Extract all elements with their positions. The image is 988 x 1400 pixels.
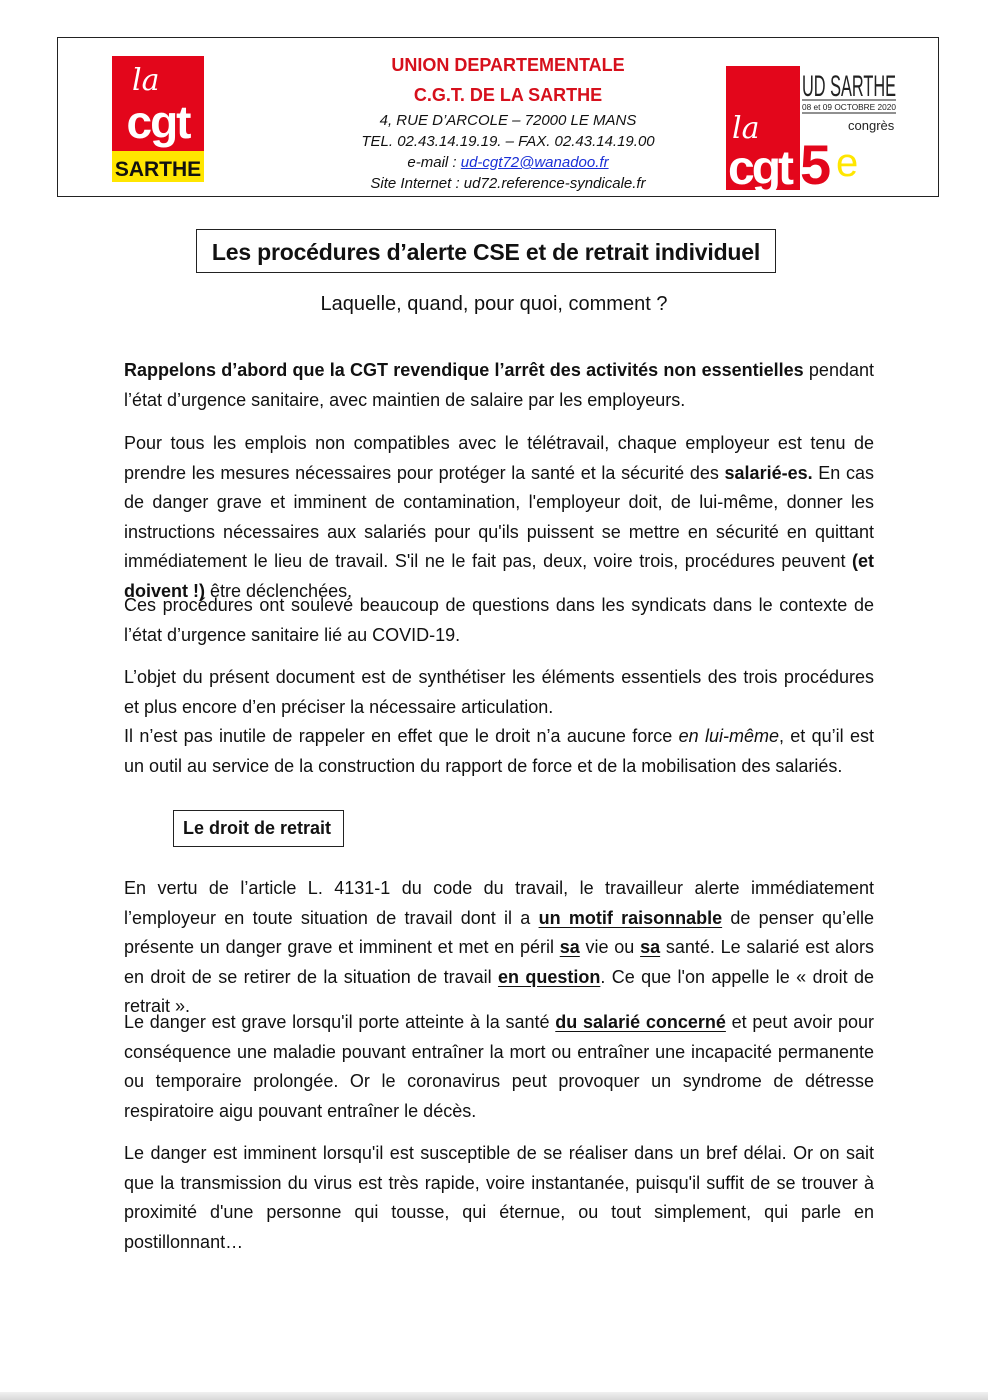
p4-italic: en lui-même (678, 726, 779, 746)
p6-text-c: et peut avoir pour conséquence une maladie pouvant entraîner la mort ou entraîner une incapacité permanente ou temporaire prolongée. Or le coronavirus peut provoquer un syndrome de détresse respiratoire aigu pouvant entraîner le décès. (124, 1012, 874, 1121)
p4-text-b: Il n’est pas inutile de rappeler en effet que le droit n’a aucune force (124, 726, 679, 746)
org-name: UNION DEPARTEMENTALE (391, 55, 625, 75)
congress-logo (726, 60, 898, 196)
congres-text: congrès (848, 118, 895, 133)
p5-underlined-sa-1: sa (559, 937, 580, 957)
p6-underlined-salarie: du salarié concerné (555, 1012, 726, 1032)
congress-e: e (836, 141, 859, 185)
p2-bold-salaries: salarié-es. (724, 462, 813, 483)
document-title: Les procédures d’alerte CSE et de retrait individuel (196, 229, 776, 273)
website: Site Internet : ud72.reference-syndicale.fr (370, 175, 646, 192)
p2-bold-doivent: (et doivent !) (124, 551, 874, 601)
email-line (258, 152, 758, 173)
p5-underlined-question: en question (497, 966, 601, 987)
intro-rest: pendant l’état d’urgence sanitaire, avec maintien de salaire par les employeurs. (124, 360, 874, 410)
logo-la-text: la (132, 63, 160, 98)
p5-text-g: santé. Le salarié est alors en droit de se retirer de la situation de travail (124, 937, 874, 987)
section-title-droit-de-retrait: Le droit de retrait (173, 810, 344, 847)
paragraph-questions: Ces procédures ont soulevé beaucoup de questions dans les syndicats dans le contexte de l’état d’urgence sanitaire lié au COVID-19. (124, 595, 874, 645)
p5-text-i: . Ce que l'on appelle le « droit de retrait ». (124, 966, 874, 1016)
logo-cgt-text-right: cgt (728, 142, 791, 195)
p5-underlined-motif: un motif raisonnable (538, 907, 723, 928)
letterhead-contact (258, 50, 758, 194)
paragraph-intro (124, 356, 874, 415)
p4-text-a: L’objet du présent document est de synthétiser les éléments essentiels des trois procédures et plus encore d’en préciser la nécessaire articulation. (124, 667, 874, 717)
cgt-sarthe-logo (112, 56, 204, 182)
logo-sarthe-text: SARTHE (114, 158, 202, 181)
p5-text-e: vie ou (579, 937, 641, 957)
p2-text-e: être déclenchées. (205, 580, 353, 601)
email-label: e-mail : (407, 154, 461, 171)
p5-text-a: En vertu de l’article L. 4131-1 du code du travail, le travailleur alerte immédiatement l’employeur en toute situation de travail dont il a (124, 878, 874, 928)
p2-text-c: En cas de danger grave et imminent de contamination, l'employeur doit, de lui-même, donner les instructions nécessaires aux salariés pour qu'ils puissent se mettre en sécurité en quittant immédiatement le lieu de travail. S'il ne le fait pas, deux, voire trois, procédures peuvent (124, 462, 875, 571)
congress-dates: 08 et 09 OCTOBRE 2020 (802, 102, 897, 112)
intro-bold: Rappelons d’abord que la CGT revendique l’arrêt des activités non essentielles (124, 360, 804, 380)
p6-text-a: Le danger est grave lorsqu'il porte atteinte à la santé (124, 1012, 556, 1032)
p2-text-a: Pour tous les emplois non compatibles avec le télétravail, chaque employeur est tenu de prendre les mesures nécessaires pour protéger la santé et la sécurité des (124, 433, 874, 483)
paragraph-purpose (124, 663, 874, 781)
page-edge (0, 1392, 988, 1400)
p5-underlined-sa-2: sa (640, 937, 661, 957)
paragraph-article (124, 874, 874, 1022)
paragraph-obligations (124, 429, 874, 606)
paragraph-danger-imminent: Le danger est imminent lorsqu'il est susceptible de se réaliser dans un bref délai. Or on sait que la transmission du virus est très rapide, voire instantanée, puisqu'il suffit de se trouver à proximité d'une personne qui tousse, qui éternue, ou tout simplement, qui parle en postillonnant… (124, 1143, 874, 1252)
org-subname: C.G.T. DE LA SARTHE (413, 85, 603, 105)
address: 4, RUE D’ARCOLE – 72000 LE MANS (379, 112, 637, 129)
congress-number: 5 (800, 133, 832, 196)
p5-text-c: de penser qu’elle présente un danger grave et imminent et met en péril (124, 907, 875, 957)
phone-fax: TEL. 02.43.14.19.19. – FAX. 02.43.14.19.00 (361, 133, 655, 150)
letterhead (57, 37, 939, 197)
email-link[interactable]: ud-cgt72@wanadoo.fr (460, 154, 609, 171)
p4-text-d: , et qu’il est un outil au service de la construction du rapport de force et de la mobilisation des salariés. (124, 726, 874, 776)
logo-cgt-text: cgt (126, 96, 190, 148)
logo-la-text-right: la (732, 111, 760, 146)
paragraph-danger-grave (124, 1008, 874, 1126)
document-subtitle: Laquelle, quand, pour quoi, comment ? (320, 293, 668, 315)
ud-sarthe-text: UD SARTHE (802, 70, 896, 103)
